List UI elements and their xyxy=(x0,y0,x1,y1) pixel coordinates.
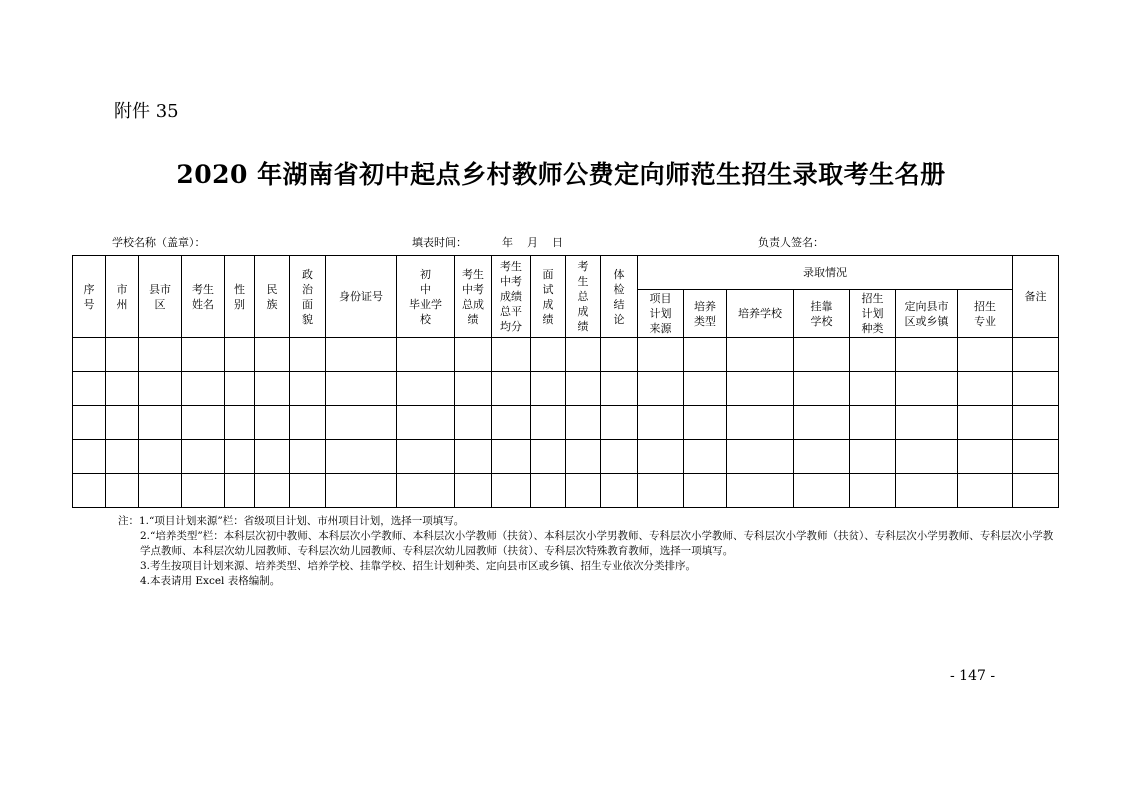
table-cell[interactable] xyxy=(290,338,326,372)
table-cell[interactable] xyxy=(850,338,896,372)
table-cell[interactable] xyxy=(255,372,290,406)
table-cell[interactable] xyxy=(684,338,727,372)
table-cell[interactable] xyxy=(326,338,397,372)
table-cell[interactable] xyxy=(794,372,850,406)
table-cell[interactable] xyxy=(684,406,727,440)
note-4: 4.本表请用 Excel 表格编制。 xyxy=(140,575,281,587)
table-cell[interactable] xyxy=(601,406,638,440)
note-3: 3.考生按项目计划来源、培养类型、培养学校、挂靠学校、招生计划种类、定向县市区或乡镇、招生专业依次分类排序。 xyxy=(140,560,697,572)
table-cell[interactable] xyxy=(225,338,255,372)
table-cell[interactable] xyxy=(1013,474,1059,508)
table-row xyxy=(73,372,1059,406)
roster-body xyxy=(73,338,1059,508)
table-cell[interactable] xyxy=(638,406,684,440)
table-cell[interactable] xyxy=(225,440,255,474)
fill-date-label: 填表时间： 年 月 日 xyxy=(412,236,563,249)
table-row xyxy=(73,338,1059,372)
table-cell[interactable] xyxy=(290,406,326,440)
col-header-gender: 性 别 xyxy=(225,256,255,338)
col-header-seq: 序 号 xyxy=(73,256,106,338)
table-cell[interactable] xyxy=(397,440,455,474)
col-header-zhongkao-total: 考生 中考 总成 绩 xyxy=(455,256,492,338)
table-cell[interactable] xyxy=(106,474,139,508)
table-cell[interactable] xyxy=(255,440,290,474)
table-cell[interactable] xyxy=(106,338,139,372)
table-cell[interactable] xyxy=(850,440,896,474)
table-cell[interactable] xyxy=(566,406,601,440)
table-cell[interactable] xyxy=(225,372,255,406)
table-cell[interactable] xyxy=(492,338,531,372)
table-cell[interactable] xyxy=(397,474,455,508)
table-cell[interactable] xyxy=(455,406,492,440)
table-cell[interactable] xyxy=(727,406,794,440)
table-cell[interactable] xyxy=(531,338,566,372)
table-cell[interactable] xyxy=(727,440,794,474)
table-cell[interactable] xyxy=(638,474,684,508)
table-row xyxy=(73,474,1059,508)
col-header-city: 市 州 xyxy=(106,256,139,338)
col-header-target-area: 定向县市 区或乡镇 xyxy=(896,290,958,338)
school-name-label: 学校名称（盖章）： xyxy=(112,236,206,249)
table-cell[interactable] xyxy=(794,406,850,440)
col-header-name: 考生 姓名 xyxy=(182,256,225,338)
table-cell[interactable] xyxy=(531,372,566,406)
col-header-id-number: 身份证号 xyxy=(326,256,397,338)
table-cell[interactable] xyxy=(1013,372,1059,406)
table-cell[interactable] xyxy=(326,440,397,474)
table-cell[interactable] xyxy=(182,474,225,508)
table-cell[interactable] xyxy=(73,474,106,508)
table-cell[interactable] xyxy=(182,338,225,372)
table-cell[interactable] xyxy=(896,440,958,474)
table-cell[interactable] xyxy=(73,338,106,372)
table-cell[interactable] xyxy=(492,474,531,508)
table-cell[interactable] xyxy=(255,338,290,372)
col-header-final-total: 考 生 总 成 绩 xyxy=(566,256,601,338)
table-cell[interactable] xyxy=(601,440,638,474)
table-cell[interactable] xyxy=(566,338,601,372)
table-cell[interactable] xyxy=(1013,338,1059,372)
table-cell[interactable] xyxy=(896,338,958,372)
table-row xyxy=(73,440,1059,474)
table-cell[interactable] xyxy=(958,338,1013,372)
table-cell[interactable] xyxy=(684,372,727,406)
page-number: - 147 - xyxy=(950,668,996,684)
table-cell[interactable] xyxy=(601,372,638,406)
table-cell[interactable] xyxy=(566,372,601,406)
table-cell[interactable] xyxy=(958,440,1013,474)
table-cell[interactable] xyxy=(958,474,1013,508)
table-cell[interactable] xyxy=(397,372,455,406)
table-cell[interactable] xyxy=(106,406,139,440)
table-cell[interactable] xyxy=(531,474,566,508)
attachment-label: 附件 35 xyxy=(114,101,179,122)
table-cell[interactable] xyxy=(106,372,139,406)
table-cell[interactable] xyxy=(1013,440,1059,474)
table-cell[interactable] xyxy=(182,440,225,474)
table-cell[interactable] xyxy=(106,440,139,474)
table-cell[interactable] xyxy=(850,406,896,440)
table-cell[interactable] xyxy=(684,440,727,474)
table-cell[interactable] xyxy=(850,474,896,508)
col-header-affiliated-school: 挂靠 学校 xyxy=(794,290,850,338)
table-cell[interactable] xyxy=(638,440,684,474)
table-cell[interactable] xyxy=(492,372,531,406)
table-cell[interactable] xyxy=(290,372,326,406)
table-cell[interactable] xyxy=(73,440,106,474)
table-cell[interactable] xyxy=(455,440,492,474)
col-header-zhongkao-avg: 考生 中考 成绩 总平 均分 xyxy=(492,256,531,338)
col-header-train-type: 培养 类型 xyxy=(684,290,727,338)
table-row xyxy=(73,406,1059,440)
table-cell[interactable] xyxy=(794,474,850,508)
table-cell[interactable] xyxy=(492,440,531,474)
notes xyxy=(118,514,1058,589)
col-header-major: 招生 专业 xyxy=(958,290,1013,338)
table-cell[interactable] xyxy=(566,474,601,508)
table-cell[interactable] xyxy=(455,338,492,372)
table-cell[interactable] xyxy=(455,372,492,406)
col-header-middle-school: 初 中 毕业学 校 xyxy=(397,256,455,338)
table-cell[interactable] xyxy=(255,474,290,508)
table-cell[interactable] xyxy=(139,406,182,440)
col-header-plan-source: 项目 计划 来源 xyxy=(638,290,684,338)
table-cell[interactable] xyxy=(139,440,182,474)
table-cell[interactable] xyxy=(850,372,896,406)
table-cell[interactable] xyxy=(684,474,727,508)
col-header-interview: 面 试 成 绩 xyxy=(531,256,566,338)
table-cell[interactable] xyxy=(492,406,531,440)
page-title: 2020 年湖南省初中起点乡村教师公费定向师范生招生录取考生名册 xyxy=(176,160,946,189)
table-cell[interactable] xyxy=(531,440,566,474)
table-cell[interactable] xyxy=(531,406,566,440)
table-cell[interactable] xyxy=(794,440,850,474)
table-cell[interactable] xyxy=(1013,406,1059,440)
table-cell[interactable] xyxy=(290,440,326,474)
table-cell[interactable] xyxy=(225,474,255,508)
col-header-plan-category: 招生 计划 种类 xyxy=(850,290,896,338)
table-cell[interactable] xyxy=(727,338,794,372)
table-cell[interactable] xyxy=(290,474,326,508)
table-cell[interactable] xyxy=(727,474,794,508)
note-2: 2.“培养类型”栏：本科层次初中教师、本科层次小学教师、本科层次小学教师（扶贫）、本科层次小学男教师、专科层次小学教师、专科层次小学教师（扶贫）、专科层次小学男教师、专科层次小学教学点教师、本科层次幼儿园教师、专科层次幼儿园教师、专科层次幼儿园教师（扶贫）、专科层次特殊教育教师，选择一项填写。 xyxy=(140,530,1054,557)
col-header-political: 政 治 面 貌 xyxy=(290,256,326,338)
table-cell[interactable] xyxy=(139,338,182,372)
col-header-ethnicity: 民 族 xyxy=(255,256,290,338)
table-cell[interactable] xyxy=(326,372,397,406)
col-header-train-school: 培养学校 xyxy=(727,290,794,338)
table-cell[interactable] xyxy=(896,474,958,508)
table-cell[interactable] xyxy=(255,406,290,440)
col-header-physical: 体 检 结 论 xyxy=(601,256,638,338)
table-cell[interactable] xyxy=(139,474,182,508)
table-cell[interactable] xyxy=(958,406,1013,440)
table-cell[interactable] xyxy=(326,474,397,508)
col-header-admission: 录取情况 xyxy=(638,256,1013,290)
table-cell[interactable] xyxy=(225,406,255,440)
table-cell[interactable] xyxy=(397,406,455,440)
table-cell[interactable] xyxy=(638,338,684,372)
note-1: 注：1.“项目计划来源”栏：省级项目计划、市州项目计划，选择一项填写。 xyxy=(118,515,465,527)
roster-table xyxy=(72,255,1059,508)
table-cell[interactable] xyxy=(73,372,106,406)
table-cell[interactable] xyxy=(139,372,182,406)
table-cell[interactable] xyxy=(566,440,601,474)
table-cell[interactable] xyxy=(958,372,1013,406)
table-cell[interactable] xyxy=(896,372,958,406)
table-cell[interactable] xyxy=(727,372,794,406)
table-cell[interactable] xyxy=(397,338,455,372)
table-cell[interactable] xyxy=(455,474,492,508)
table-cell[interactable] xyxy=(638,372,684,406)
signature-label: 负责人签名： xyxy=(758,236,824,249)
table-cell[interactable] xyxy=(601,338,638,372)
col-header-remarks: 备注 xyxy=(1013,256,1059,338)
table-cell[interactable] xyxy=(896,406,958,440)
table-cell[interactable] xyxy=(182,372,225,406)
table-cell[interactable] xyxy=(601,474,638,508)
col-header-county: 县市 区 xyxy=(139,256,182,338)
table-cell[interactable] xyxy=(182,406,225,440)
table-cell[interactable] xyxy=(326,406,397,440)
table-cell[interactable] xyxy=(73,406,106,440)
table-cell[interactable] xyxy=(794,338,850,372)
